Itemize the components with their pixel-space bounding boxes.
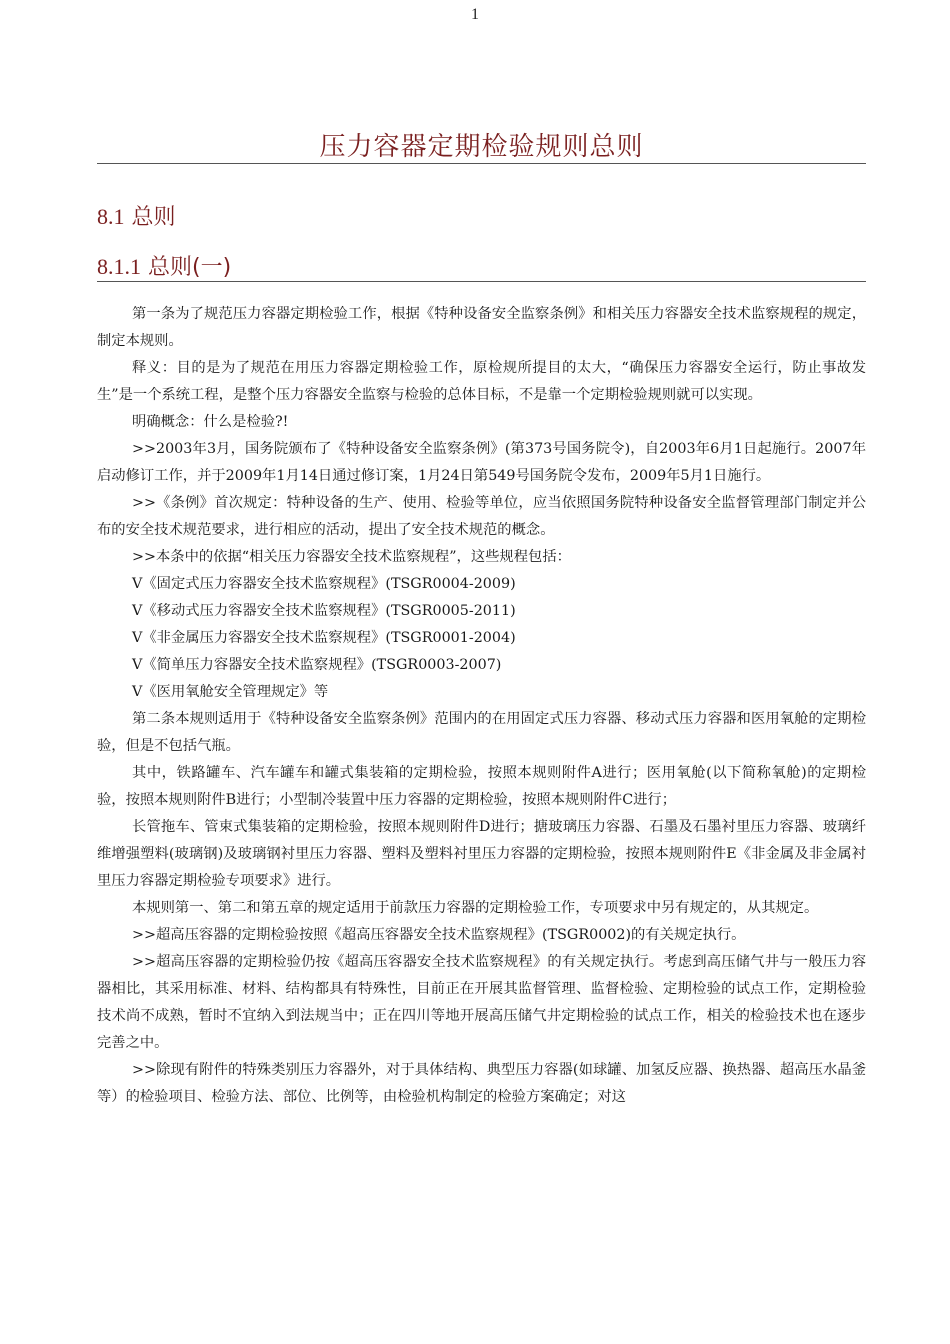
document-body <box>97 301 866 1111</box>
list-item: V《医用氧舱安全管理规定》等 <box>132 684 329 700</box>
paragraph-concept: 明确概念：什么是检验?! <box>132 414 289 430</box>
page-title: 压力容器定期检验规则总则 <box>319 132 644 162</box>
subsection-label: 总则(一) <box>148 255 232 280</box>
page-number: 1 <box>471 6 479 23</box>
list-item: V《固定式压力容器安全技术监察规程》(TSGR0004-2009) <box>132 576 516 592</box>
section-label: 总则 <box>131 205 176 230</box>
paragraph-regulation-scope: >>《条例》首次规定：特种设备的生产、使用、检验等单位，应当依照国务院特种设备安全监督管理部门制定并公布的安全技术规范要求，进行相应的活动，提出了安全技术规范的概念。 <box>97 495 866 538</box>
paragraph-ultra-high-pressure: >>超高压容器的定期检验按照《超高压容器安全技术监察规程》(TSGR0002)的有关规定执行。 <box>132 927 746 943</box>
title-divider <box>97 163 866 164</box>
subsection-heading <box>97 252 231 283</box>
paragraph-article-2: 第二条本规则适用于《特种设备安全监察条例》范围内的在用固定式压力容器、移动式压力容器和医用氧舱的定期检验，但是不包括气瓶。 <box>97 711 866 754</box>
paragraph-annex-abc: 其中，铁路罐车、汽车罐车和罐式集装箱的定期检验，按照本规则附件A进行；医用氧舱(以下简称氧舱)的定期检验，按照本规则附件B进行；小型制冷装置中压力容器的定期检验，按照本规则附件C进行； <box>97 765 866 808</box>
list-item: V《移动式压力容器安全技术监察规程》(TSGR0005-2011) <box>132 603 516 619</box>
list-item: V《简单压力容器安全技术监察规程》(TSGR0003-2007) <box>132 657 502 673</box>
paragraph-regulation-list-intro: >>本条中的依据“相关压力容器安全技术监察规程”，这些规程包括： <box>132 549 571 565</box>
list-item: V《非金属压力容器安全技术监察规程》(TSGR0001-2004) <box>132 630 516 646</box>
paragraph-applicability: 本规则第一、第二和第五章的规定适用于前款压力容器的定期检验工作，专项要求中另有规定的，从其规定。 <box>132 900 819 916</box>
paragraph-article-1: 第一条为了规范压力容器定期检验工作，根据《特种设备安全监察条例》和相关压力容器安全技术监察规程的规定，制定本规则。 <box>97 306 866 349</box>
paragraph-regulation-history: >>2003年3月，国务院颁布了《特种设备安全监察条例》(第373号国务院令)，自2003年6月1日起施行。2007年启动修订工作，并于2009年1月14日通过修订案，1月24日第549号国务院令发布，2009年5月1日施行。 <box>97 441 866 484</box>
section-number: 8.1 <box>97 204 125 229</box>
paragraph-annex-de: 长管拖车、管束式集装箱的定期检验，按照本规则附件D进行；搪玻璃压力容器、石墨及石墨衬里压力容器、玻璃纤维增强塑料(玻璃钢)及玻璃钢衬里压力容器、塑料及塑料衬里压力容器的定期检验，按照本规则附件E《非金属及非金属衬里压力容器定期检验专项要求》进行。 <box>97 819 866 889</box>
section-heading <box>97 202 176 233</box>
paragraph-explanation: 释义：目的是为了规范在用压力容器定期检验工作，原检规所提目的太大，“确保压力容器安全运行，防止事故发生”是一个系统工程，是整个压力容器安全监察与检验的总体目标，不是靠一个定期检验规则就可以实现。 <box>97 360 866 403</box>
paragraph-special-vessels: >>除现有附件的特殊类别压力容器外，对于具体结构、典型压力容器(如球罐、加氢反应器、换热器、超高压水晶釜等）的检验项目、检验方法、部位、比例等，由检验机构制定的检验方案确定；对这 <box>97 1062 866 1105</box>
paragraph-gas-storage-well: >>超高压容器的定期检验仍按《超高压容器安全技术监察规程》的有关规定执行。考虑到高压储气井与一般压力容器相比，其采用标准、材料、结构都具有特殊性，目前正在开展其监督管理、监督检验、定期检验的试点工作，定期检验技术尚不成熟，暂时不宜纳入到法规当中；正在四川等地开展高压储气井定期检验的试点工作，相关的检验技术也在逐步完善之中。 <box>97 954 866 1051</box>
subsection-number: 8.1.1 <box>97 254 141 279</box>
subsection-divider <box>97 281 866 282</box>
